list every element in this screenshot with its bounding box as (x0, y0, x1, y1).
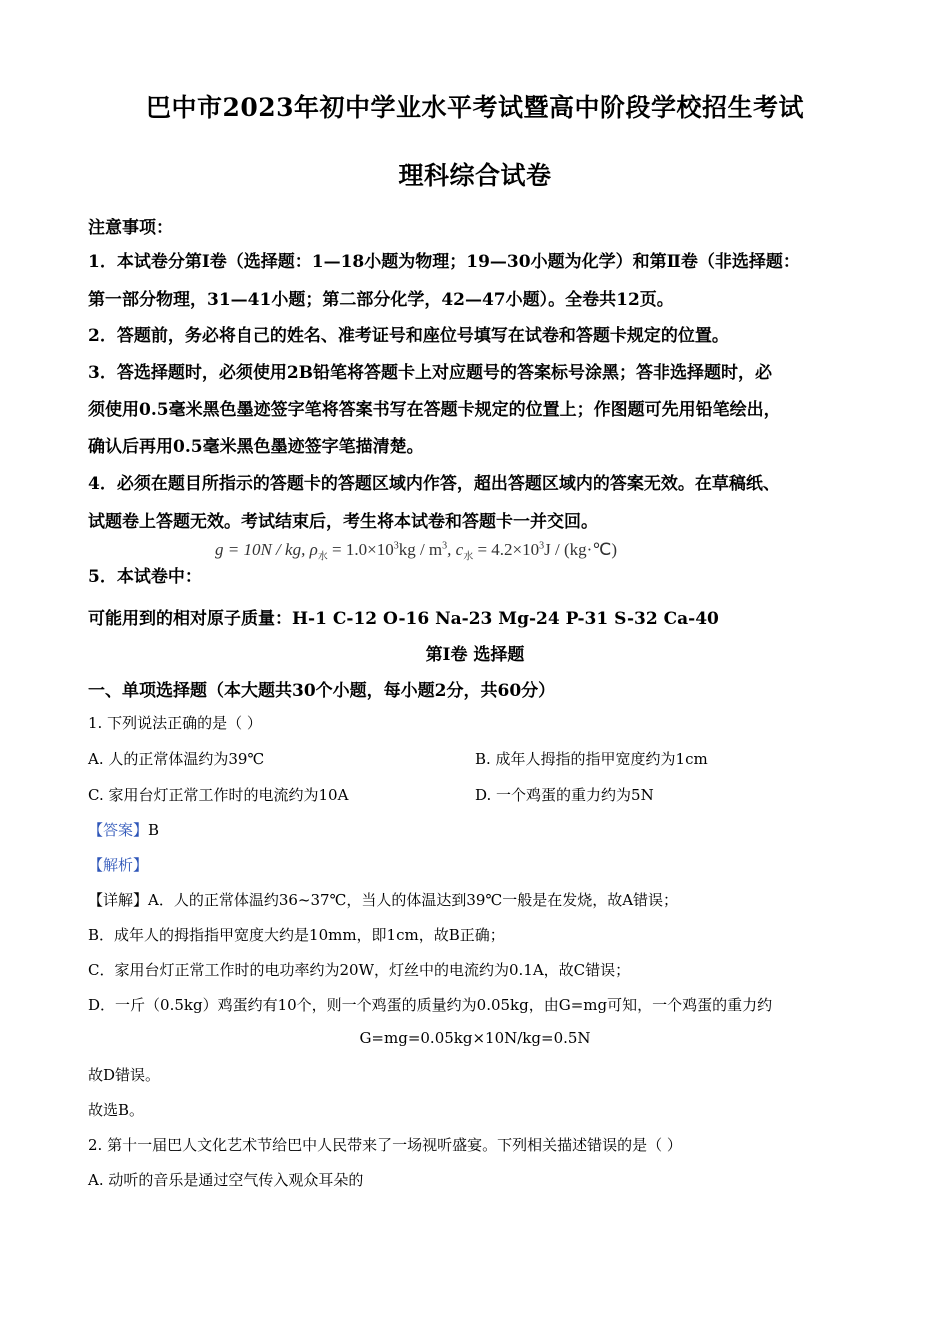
answer-tag: 【答案】 (88, 821, 149, 839)
notice-heading: 注意事项： (88, 218, 173, 238)
notice-line-3a: 3．答选择题时，必须使用2B铅笔将答题卡上对应题号的答案标号涂黑；答非选择题时，必 (88, 363, 773, 383)
q1-option-d: D. 一个鸡蛋的重力约为5N (475, 786, 654, 804)
exam-subtitle: 理科综合试卷 (398, 161, 552, 190)
answer-value: B (148, 821, 160, 839)
q1-equation: G=mg=0.05kg×10N/kg=0.5N (359, 1029, 591, 1047)
notice-line-1b: 第一部分物理，31—41小题；第二部分化学，42—47小题）。全卷共12页。 (88, 290, 674, 310)
part1-title: 第Ⅰ卷 选择题 (425, 645, 525, 665)
formula-c-exp: 3 (539, 540, 545, 552)
q1-stem: 1. 下列说法正确的是（ ） (88, 714, 262, 732)
formula-c-value: = 4.2×10 (473, 540, 540, 559)
atomic-masses: 可能用到的相对原子质量：H-1 C-12 O-16 Na-23 Mg-24 P-31 S-32 Ca-40 (88, 609, 719, 629)
q1-detail-d: D．一斤（0.5kg）鸡蛋约有10个，则一个鸡蛋的质量约为0.05kg，由G=mg可知，一个鸡蛋的重力约 (88, 996, 773, 1014)
formula-c: , c (447, 540, 464, 559)
section1-title: 一、单项选择题（本大题共30个小题，每小题2分，共60分） (88, 681, 556, 701)
formula-rho: ρ (309, 540, 318, 559)
notice-line-4b: 试题卷上答题无效。考试结束后，考生将本试卷和答题卡一并交回。 (88, 512, 598, 532)
formula-c-unit: J / (kg·℃) (544, 540, 618, 559)
formula-rho-sub: 水 (317, 551, 328, 563)
q2-option-a: A. 动听的音乐是通过空气传入观众耳朵的 (88, 1171, 364, 1189)
notice-line-1a: 1．本试卷分第Ⅰ卷（选择题：1—18小题为物理；19—30小题为化学）和第Ⅱ卷（非选择题： (88, 252, 800, 272)
formula-rho-value: = 1.0×10 (327, 540, 394, 559)
notice-line-5: 5．本试卷中： (88, 567, 202, 587)
formula-g: g = 10N / kg, (215, 540, 310, 559)
q2-stem: 2. 第十一届巴人文化艺术节给巴中人民带来了一场视听盛宴。下列相关描述错误的是（ ） (88, 1136, 682, 1154)
formula-rho-exp: 3 (393, 540, 399, 552)
notice-line-3c: 确认后再用0.5毫米黑色墨迹签字笔描清楚。 (88, 437, 424, 457)
analysis-tag: 【解析】 (88, 856, 149, 874)
notice-line-3b: 须使用0.5毫米黑色墨迹签字笔将答案书写在答题卡规定的位置上；作图题可先用铅笔绘出， (88, 400, 781, 420)
notice-line-2: 2．答题前，务必将自己的姓名、准考证号和座位号填写在试卷和答题卡规定的位置。 (88, 326, 729, 346)
q1-detail-d-end: 故D错误。 (88, 1066, 161, 1084)
q1-conclusion: 故选B。 (88, 1101, 145, 1119)
q1-option-c: C. 家用台灯正常工作时的电流约为10A (88, 786, 349, 804)
q1-detail-a: 【详解】A．人的正常体温约36~37℃，当人的体温达到39℃一般是在发烧，故A错误； (88, 891, 679, 909)
notice-line-4a: 4．必须在题目所指示的答题卡的答题区域内作答，超出答题区域内的答案无效。在草稿纸、 (88, 474, 780, 494)
formula-c-sub: 水 (463, 551, 474, 563)
q1-detail-c: C．家用台灯正常工作时的电功率约为20W，灯丝中的电流约为0.1A，故C错误； (88, 961, 631, 979)
q1-answer (88, 819, 159, 840)
constants-formula (215, 540, 617, 562)
exam-title: 巴中市2023年初中学业水平考试暨高中阶段学校招生考试 (145, 93, 805, 122)
q1-option-a: A. 人的正常体温约为39℃ (88, 750, 265, 768)
q1-option-b: B. 成年人拇指的指甲宽度约为1cm (475, 750, 708, 768)
q1-detail-b: B．成年人的拇指指甲宽度大约是10mm，即1cm，故B正确； (88, 926, 505, 944)
formula-rho-unit-exp: 3 (442, 540, 448, 552)
formula-rho-unit: kg / m (398, 540, 443, 559)
